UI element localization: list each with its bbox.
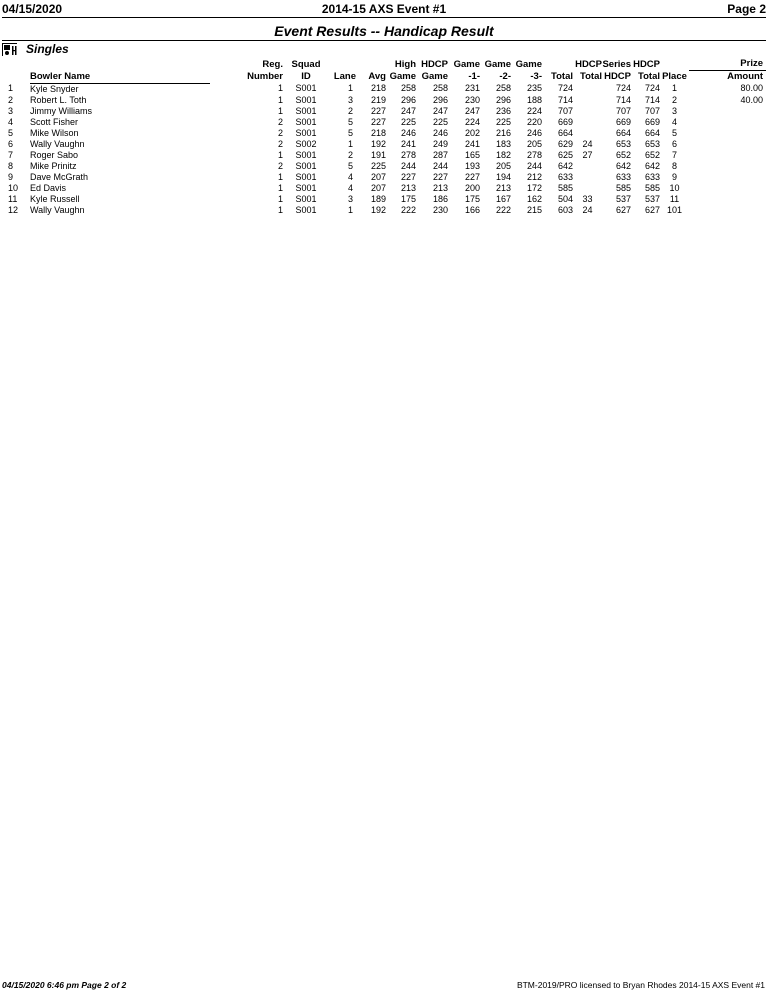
prize-amount-cell [717,117,766,128]
col-hdcp-game-top: HDCP [421,58,448,70]
row-index-cell: 8 [8,160,14,171]
average-cell: 227 [370,116,386,127]
place-cell: 6 [671,138,677,149]
table-row [2,139,766,150]
game-2-cell: 296 [495,94,511,105]
col-squad-bottom: ID [301,71,311,82]
place-cell: 8 [671,160,677,171]
place-cell: 5 [671,127,677,138]
bowler-name-cell: Ed Davis [30,182,67,193]
squad-id-cell: S001 [295,83,317,94]
hdcp-total-cell: 33 [582,193,593,204]
total-cell: 724 [557,83,573,94]
table-row [2,161,766,172]
game-1-cell: 175 [464,193,480,204]
hdcp-game-cell: 186 [432,193,448,204]
series-hdcp-cell: 724 [615,83,631,94]
event-title: 2014-15 AXS Event #1 [321,2,447,16]
hdcp-total-cell [573,117,602,128]
game-1-cell: 202 [464,127,480,138]
reg-number-cell: 1 [277,193,283,204]
lane-cell: 2 [347,149,353,160]
bowler-name-cell: Kyle Snyder [30,83,79,94]
col-series-hdcp-bottom: HDCP [604,71,631,82]
reg-number-cell: 2 [277,138,283,149]
squad-id-cell: S001 [295,171,317,182]
header-row-bottom [2,71,766,84]
row-index-cell: 4 [8,116,14,127]
footer-license: BTM-2019/PRO licensed to Bryan Rhodes 2014-15 AXS Event #1 [516,980,765,990]
high-game-cell: 278 [400,149,416,160]
place-cell: 1 [671,83,677,94]
hdcp-game-cell: 227 [432,171,448,182]
bowler-name-cell: Scott Fisher [30,116,79,127]
hdcp-total-2-cell: 585 [644,182,660,193]
series-hdcp-cell: 707 [615,105,631,116]
squad-id-cell: S001 [295,127,317,138]
place-cell: 11 [669,193,680,204]
hdcp-game-cell: 247 [432,105,448,116]
game-3-cell: 215 [526,204,542,215]
average-cell: 227 [370,105,386,116]
game-2-cell: 182 [495,149,511,160]
high-game-cell: 175 [400,193,416,204]
col-game1-bottom: -1- [468,71,480,82]
col-prize-top: Prize [689,58,766,71]
lane-cell: 5 [347,127,353,138]
row-index-cell: 3 [8,105,14,116]
col-game1-top: Game [453,58,480,70]
lane-cell: 4 [347,182,353,193]
results-table [2,58,766,216]
place-cell: 10 [669,182,680,193]
total-cell: 585 [557,182,573,193]
table-row [2,150,766,161]
spacer-cell [689,83,717,95]
hdcp-total-cell [573,128,602,139]
col-total-top [542,58,573,71]
high-game-cell: 222 [400,204,416,215]
game-2-cell: 258 [495,83,511,94]
table-row [2,83,766,95]
bowler-name-cell: Jimmy Williams [30,105,92,116]
hdcp-total-2-cell: 652 [644,149,660,160]
hdcp-total-cell [573,183,602,194]
col-hdcp-total2-bottom: Total [638,71,660,82]
place-cell: 3 [671,105,677,116]
place-cell: 2 [671,94,677,105]
col-high-bottom: Game [389,71,416,82]
game-3-cell: 220 [526,116,542,127]
row-index-cell: 1 [8,83,14,94]
reg-number-cell: 2 [277,127,283,138]
col-avg-top [356,58,386,71]
high-game-cell: 225 [400,116,416,127]
hdcp-game-cell: 258 [432,83,448,94]
game-2-cell: 205 [495,160,511,171]
col-place-bottom: Place [662,71,687,82]
report-date: 04/15/2020 [2,2,63,16]
bowler-name-cell: Kyle Russell [30,193,80,204]
series-hdcp-cell: 537 [615,193,631,204]
lane-cell: 1 [347,204,353,215]
table-row [2,194,766,205]
hdcp-total-2-cell: 714 [644,94,660,105]
hdcp-total-cell [573,83,602,95]
row-index-cell: 9 [8,171,14,182]
row-index-cell: 12 [8,204,19,215]
game-3-cell: 162 [526,193,542,204]
lane-cell: 1 [347,138,353,149]
section-label: Singles [26,42,69,56]
high-game-cell: 258 [400,83,416,94]
hdcp-game-cell: 287 [432,149,448,160]
table-row [2,95,766,106]
game-1-cell: 224 [464,116,480,127]
hdcp-total-2-cell: 633 [644,171,660,182]
reg-number-cell: 1 [277,204,283,215]
spacer-cell [689,150,717,161]
squad-id-cell: S001 [295,116,317,127]
series-hdcp-cell: 642 [615,160,631,171]
header-row-top [2,58,766,71]
high-game-cell: 247 [400,105,416,116]
col-lane-bottom: Lane [333,71,356,82]
prize-amount-cell [717,128,766,139]
lane-cell: 2 [347,105,353,116]
hdcp-total-cell: 24 [582,138,593,149]
game-3-cell: 188 [526,94,542,105]
total-cell: 633 [557,171,573,182]
table-row [2,205,766,216]
game-2-cell: 225 [495,116,511,127]
hdcp-total-2-cell: 664 [644,127,660,138]
hdcp-total-2-cell: 627 [644,204,660,215]
lane-cell: 1 [347,83,353,94]
col-prize-bottom: Amount [727,71,763,82]
average-cell: 189 [370,193,386,204]
total-cell: 664 [557,127,573,138]
spacer-cell [689,106,717,117]
spacer-cell [689,95,717,106]
total-cell: 504 [557,193,573,204]
average-cell: 218 [370,127,386,138]
reg-number-cell: 1 [277,171,283,182]
high-game-cell: 296 [400,94,416,105]
series-hdcp-cell: 652 [615,149,631,160]
prize-amount-cell [717,194,766,205]
spacer-cell [689,194,717,205]
game-1-cell: 193 [464,160,480,171]
col-game2-top: Game [484,58,511,70]
lane-cell: 3 [347,193,353,204]
squad-id-cell: S001 [295,182,317,193]
average-cell: 191 [370,149,386,160]
col-avg-bottom: Avg [368,71,386,82]
place-cell: 7 [671,149,677,160]
prize-amount-cell [717,139,766,150]
squad-id-cell: S001 [295,160,317,171]
col-hdcp-total-top: HDCP [575,58,602,70]
hdcp-total-2-cell: 707 [644,105,660,116]
row-index-cell: 11 [8,193,18,204]
average-cell: 225 [370,160,386,171]
row-index-cell: 5 [8,127,14,138]
lane-cell: 3 [347,94,353,105]
table-row [2,183,766,194]
bowler-name-cell: Mike Wilson [30,127,79,138]
hdcp-total-cell [573,106,602,117]
hdcp-total-cell [573,161,602,172]
place-cell: 4 [671,116,677,127]
col-hdcp-game-bottom: Game [421,71,448,82]
bowler-name-cell: Roger Sabo [30,149,79,160]
spacer-cell [689,139,717,150]
squad-id-cell: S001 [295,193,317,204]
col-place-top [660,58,689,71]
average-cell: 218 [370,83,386,94]
game-1-cell: 241 [464,138,480,149]
average-cell: 207 [370,182,386,193]
game-3-cell: 235 [526,83,542,94]
bowler-name-cell: Wally Vaughn [30,204,85,215]
col-squad-top: Squad [291,58,321,70]
hdcp-total-2-cell: 724 [644,83,660,94]
bowler-name-cell: Wally Vaughn [30,138,85,149]
hdcp-game-cell: 225 [432,116,448,127]
game-1-cell: 165 [464,149,480,160]
total-cell: 625 [557,149,573,160]
total-cell: 642 [557,160,573,171]
total-cell: 707 [557,105,573,116]
squad-id-cell: S001 [295,105,317,116]
total-cell: 714 [557,94,573,105]
hdcp-game-cell: 249 [432,138,448,149]
col-hdcp-total-bottom: Total [580,71,602,82]
col-total-bottom: Total [551,71,573,82]
game-2-cell: 194 [495,171,511,182]
col-game2-bottom: -2- [499,71,511,82]
title-divider [2,40,766,41]
series-hdcp-cell: 633 [615,171,631,182]
col-game3-bottom: -3- [530,71,542,82]
spacer-cell [689,172,717,183]
hdcp-total-cell: 27 [582,149,593,160]
lane-cell: 5 [347,116,353,127]
series-hdcp-cell: 714 [615,94,631,105]
place-cell: 101 [666,204,683,215]
game-2-cell: 222 [495,204,511,215]
high-game-cell: 227 [400,171,416,182]
col-game3-top: Game [515,58,542,70]
table-row [2,128,766,139]
hdcp-total-cell [573,172,602,183]
table-row [2,172,766,183]
average-cell: 192 [370,138,386,149]
game-2-cell: 167 [495,193,511,204]
prize-amount-cell [717,106,766,117]
prize-amount-cell [717,161,766,172]
prize-amount-cell [717,205,766,216]
col-high-top: High [394,58,416,70]
squad-id-cell: S002 [295,138,317,149]
row-index-cell: 2 [8,94,14,105]
hdcp-game-cell: 246 [432,127,448,138]
squad-id-cell: S001 [295,204,317,215]
bowling-pins-icon [2,43,17,56]
reg-number-cell: 2 [277,116,283,127]
game-1-cell: 166 [464,204,480,215]
hdcp-game-cell: 213 [432,182,448,193]
game-2-cell: 236 [495,105,511,116]
average-cell: 219 [370,94,386,105]
total-cell: 603 [557,204,573,215]
reg-number-cell: 1 [277,182,283,193]
col-name-top [30,58,210,71]
col-name-bottom: Bowler Name [30,71,210,84]
bowler-name-cell: Robert L. Toth [30,94,87,105]
spacer-cell [689,161,717,172]
reg-number-cell: 1 [277,94,283,105]
col-series-hdcp-top: Series [602,58,631,70]
game-3-cell: 212 [526,171,542,182]
game-2-cell: 216 [495,127,511,138]
hdcp-game-cell: 244 [432,160,448,171]
hdcp-total-2-cell: 669 [644,116,660,127]
high-game-cell: 213 [400,182,416,193]
game-3-cell: 278 [526,149,542,160]
place-cell: 9 [671,171,677,182]
col-index-top [2,58,30,71]
series-hdcp-cell: 585 [615,182,631,193]
reg-number-cell: 2 [277,160,283,171]
spacer-cell [689,205,717,216]
game-3-cell: 224 [526,105,542,116]
total-cell: 629 [557,138,573,149]
bowler-name-cell: Mike Prinitz [30,160,77,171]
game-2-cell: 183 [495,138,511,149]
game-3-cell: 205 [526,138,542,149]
prize-amount-cell: 40.00 [740,94,763,105]
prize-amount-cell [717,172,766,183]
row-index-cell: 10 [8,182,19,193]
results-body [2,83,766,216]
average-cell: 207 [370,171,386,182]
prize-amount-cell [717,183,766,194]
hdcp-total-2-cell: 653 [644,138,660,149]
prize-amount-cell: 80.00 [740,83,763,94]
reg-number-cell: 1 [277,105,283,116]
hdcp-total-cell [573,95,602,106]
series-hdcp-cell: 664 [615,127,631,138]
lane-cell: 4 [347,171,353,182]
hdcp-total-cell: 24 [582,204,593,215]
game-3-cell: 246 [526,127,542,138]
report-title: Event Results -- Handicap Result [274,23,494,39]
row-index-cell: 6 [8,138,14,149]
spacer-cell [689,183,717,194]
spacer-cell [689,117,717,128]
average-cell: 192 [370,204,386,215]
series-hdcp-cell: 627 [615,204,631,215]
game-1-cell: 227 [464,171,480,182]
col-index-bottom [2,71,30,84]
col-lane-top [326,58,356,71]
game-2-cell: 213 [495,182,511,193]
squad-id-cell: S001 [295,149,317,160]
total-cell: 669 [557,116,573,127]
series-hdcp-cell: 669 [615,116,631,127]
col-reg-top: Reg. [262,58,283,70]
game-1-cell: 230 [464,94,480,105]
row-index-cell: 7 [8,149,14,160]
footer-timestamp: 04/15/2020 6:46 pm Page 2 of 2 [2,980,127,990]
bowler-name-cell: Dave McGrath [30,171,89,182]
prize-amount-cell [717,150,766,161]
series-hdcp-cell: 653 [615,138,631,149]
lane-cell: 5 [347,160,353,171]
table-row [2,106,766,117]
squad-id-cell: S001 [295,94,317,105]
high-game-cell: 246 [400,127,416,138]
game-1-cell: 231 [464,83,480,94]
hdcp-game-cell: 296 [432,94,448,105]
game-1-cell: 247 [464,105,480,116]
report-header-bar [2,2,766,18]
page-number: Page 2 [727,2,766,16]
col-reg-bottom: Number [247,71,283,82]
hdcp-total-2-cell: 537 [644,193,660,204]
game-3-cell: 172 [526,182,542,193]
hdcp-total-2-cell: 642 [644,160,660,171]
game-3-cell: 244 [526,160,542,171]
table-row [2,117,766,128]
reg-number-cell: 1 [277,149,283,160]
hdcp-game-cell: 230 [432,204,448,215]
high-game-cell: 244 [400,160,416,171]
high-game-cell: 241 [400,138,416,149]
spacer-cell [689,128,717,139]
col-hdcp-total2-top: HDCP [633,58,660,70]
reg-number-cell: 1 [277,83,283,94]
game-1-cell: 200 [464,182,480,193]
